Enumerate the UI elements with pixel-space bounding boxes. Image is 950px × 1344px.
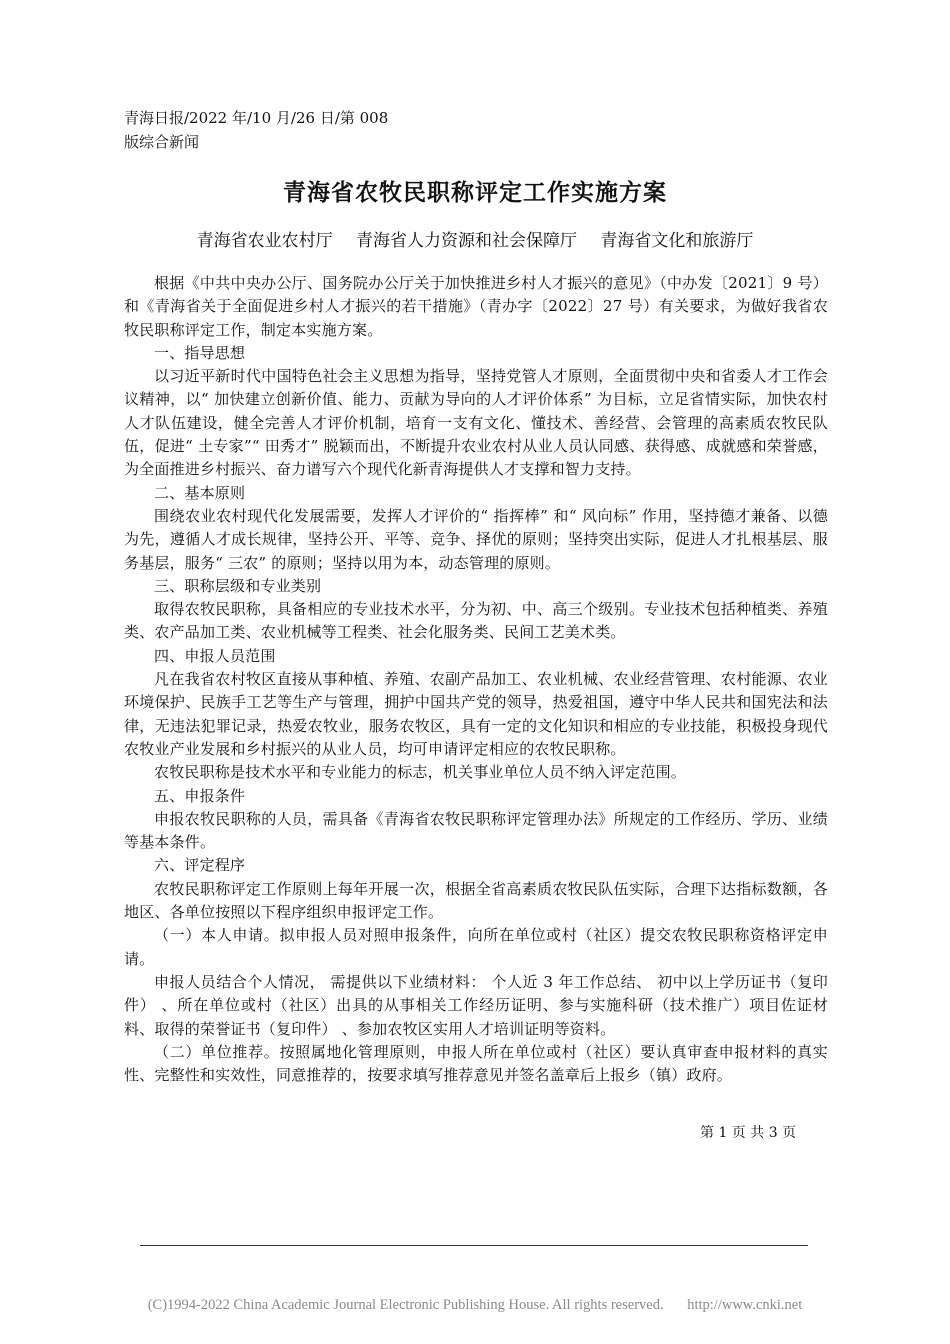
paragraph: 围绕农业农村现代化发展需要，发挥人才评价的“ 指挥棒” 和“ 风向标” 作用，坚持德才兼备、以德为先，遵循人才成长规律，坚持公开、平等、竞争、择优的原则；坚持突出实际，促进人才扎根基层、服务基层，服务“ 三农” 的原则；坚持以用为本，动态管理的原则。 (124, 506, 828, 572)
source-info (124, 106, 444, 154)
paragraph: 以习近平新时代中国特色社会主义思想为指导，坚持党管人才原则，全面贯彻中央和省委人才工作会议精神，以“ 加快建立创新价值、能力、贡献为导向的人才评价体系” 为目标，立足省情实际，加快农村人才队伍建设，健全完善人才评价机制，培育一支有文化、懂技术、善经营、会管理的高素质农牧民队伍，促进“ 土专家”“ 田秀才” 脱颖而出，不断提升农业农村从业人员认同感、获得感、成就感和荣誉感，为全面推进乡村振兴、奋力谱写六个现代化新青海提供人才支撑和智力支持。 (124, 367, 828, 479)
paragraph: 农牧民职称评定工作原则上每年开展一次，根据全省高素质农牧民队伍实际，合理下达指标数额，各地区、各单位按照以下程序组织申报评定工作。 (124, 879, 828, 922)
section-heading: 四、申报人员范围 (154, 646, 276, 665)
paragraph: 农牧民职称是技术水平和专业能力的标志，机关事业单位人员不纳入评定范围。 (154, 763, 687, 782)
paragraph: 凡在我省农村牧区直接从事种植、养殖、农副产品加工、农业机械、农业经营管理、农村能源、农业环境保护、民族手工艺等生产与管理，拥护中国共产党的领导，热爱祖国，遵守中华人民共和国宪法和法律，无违法犯罪记录，热爱农牧业，服务农牧区，具有一定的文化知识和相应的专业技能，积极投身现代农牧业产业发展和乡村振兴的从业人员，均可申请评定相应的农牧民职称。 (124, 670, 828, 758)
author: 青海省农业农村厅 (196, 231, 333, 251)
article-title: 青海省农牧民职称评定工作实施方案 (283, 179, 667, 206)
footer-divider (140, 1245, 808, 1246)
copyright-notice: (C)1994-2022 China Academic Journal Electronic Publishing House. All rights reserved. (147, 1297, 664, 1313)
author: 青海省人力资源和社会保障厅 (356, 231, 577, 251)
paragraph: 取得农牧民职称，具备相应的专业技术水平，分为初、中、高三个级别。专业技术包括种植类、养殖类、农产品加工类、农业机械等工程类、社会化服务类、民间工艺美术类。 (124, 600, 828, 642)
paragraph: 申报人员结合个人情况， 需提供以下业绩材料： 个人近 3 年工作总结、 初中以上学历证书（复印件） 、所在单位或村（社区）出具的从事相关工作经历证明、参与实施科研（技术推广）项目佐证材料、取得的荣誉证书（复印件） 、参加农牧区实用人才培训证明等资料。 (124, 972, 828, 1038)
article-body (124, 272, 828, 1087)
authors (0, 226, 950, 251)
paragraph: （二）单位推荐。按照属地化管理原则，申报人所在单位或村（社区）要认真审查申报材料的真实性、完整性和实效性，同意推荐的，按要求填写推荐意见并签名盖章后上报乡（镇）政府。 (124, 1042, 828, 1085)
section-heading: 三、职称层级和专业类别 (154, 576, 322, 595)
author: 青海省文化和旅游厅 (600, 231, 754, 251)
footer-link[interactable]: http://www.cnki.net (687, 1297, 803, 1313)
paragraph: 根据《中共中央办公厅、国务院办公厅关于加快推进乡村人才振兴的意见》（中办发〔2021〕9 号）和《青海省关于全面促进乡村人才振兴的若干措施》（青办字〔2022〕27 号）有关要求，为做好我省农牧民职称评定工作，制定本实施方案。 (124, 274, 828, 339)
footer (0, 1297, 950, 1314)
source-line-2: 版综合新闻 (124, 133, 200, 151)
page-number: 第 1 页 共 3 页 (700, 1125, 797, 1141)
paragraph: 申报农牧民职称的人员，需具备《青海省农牧民职称评定管理办法》所规定的工作经历、学历、业绩等基本条件。 (124, 809, 828, 852)
paragraph: （一）本人申请。拟申报人员对照申报条件，向所在单位或村（社区）提交农牧民职称资格评定申请。 (124, 926, 828, 968)
section-heading: 一、指导思想 (154, 343, 246, 362)
section-heading: 六、评定程序 (154, 856, 246, 875)
section-heading: 五、申报条件 (154, 786, 246, 805)
source-line-1: 青海日报/2022 年/10 月/26 日/第 008 (124, 109, 389, 127)
section-heading: 二、基本原则 (154, 483, 246, 502)
